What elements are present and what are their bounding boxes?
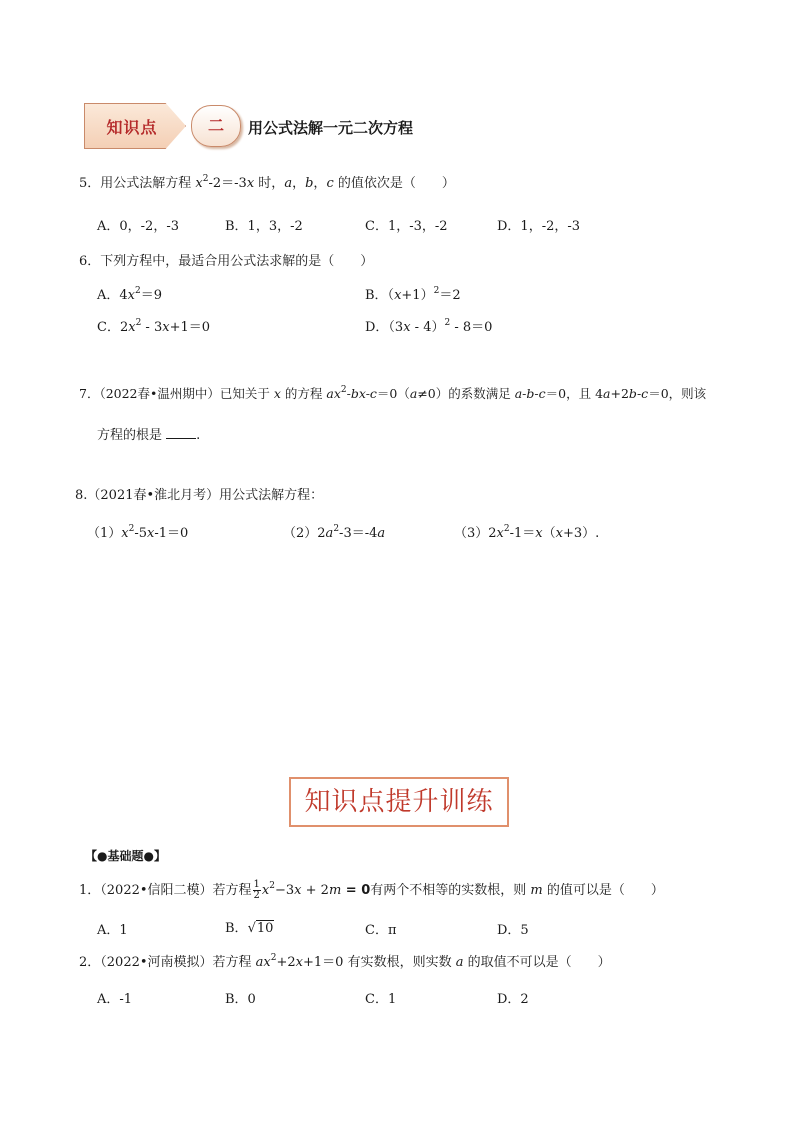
q8-part-2: $(2)2a^2-3=-4a$ [283, 524, 386, 541]
basic-question-2: 2．（2022•河南模拟）若方程 $ax^2+2x+1=0$ 有实数根，则实数 a 的取值不可以是（ ） [79, 953, 611, 970]
q5-option-c[interactable]: C．1，-3，-2 [365, 219, 448, 234]
section-number: 二 [191, 105, 241, 147]
question-6: 6．下列方程中，最适合用公式法求解的是（ ） [79, 254, 374, 269]
b2-option-b[interactable]: B．0 [225, 992, 256, 1007]
q5-option-a[interactable]: A．0，-2，-3 [97, 219, 179, 234]
section-banner: 知识点提升训练 [289, 777, 509, 827]
question-7-line2: 方程的根是 . [97, 428, 201, 443]
question-7: 7．（2022春•温州期中）已知关于 x 的方程 $ax^2-bx-c=0(a\ne 0)$的系数满足 a-b-c＝0，且 4a+2b-c＝0，则该 [79, 385, 707, 401]
b2-option-c[interactable]: C．1 [365, 992, 397, 1007]
basic-level-label: 【●基础题●】 [85, 849, 166, 863]
sqrt-symbol: √10 [247, 921, 274, 936]
section-tag-label: 知识点 [106, 118, 158, 137]
b1-option-b[interactable]: B．√10 [225, 921, 274, 936]
q6-option-b[interactable]: B．$(x+1)^2=2$ [365, 286, 461, 303]
q6-option-d[interactable]: D．（3x - 4）$^2$ - 8＝0 [365, 318, 493, 335]
b2-option-a[interactable]: A．-1 [97, 992, 133, 1007]
q5-option-b[interactable]: B．1，3，-2 [225, 219, 303, 234]
basic-question-1: 1．（2022•信阳二模）若方程 $\frac{1}{2}$ $x^2-3x + 2m = 0$有两个不相等的实数根，则 m 的值可以是（ ） [79, 879, 664, 901]
q6-option-c[interactable]: C．$2x^2 - 3x+1=0$ [97, 318, 211, 335]
q5-option-d[interactable]: D．1，-2，-3 [497, 219, 581, 234]
section-title: 用公式法解一元二次方程 [248, 119, 414, 137]
question-5: 5．用公式法解方程 $x^2-2=-3x$ 时，a，b，c 的值依次是（ ） [79, 174, 455, 191]
answer-blank[interactable] [166, 426, 196, 439]
q6-option-a[interactable]: A．$4x^2=9$ [97, 286, 163, 303]
b2-option-d[interactable]: D．2 [497, 992, 529, 1007]
b1-option-d[interactable]: D．5 [497, 923, 529, 938]
question-8: 8.（2021春•淮北月考）用公式法解方程： [75, 488, 324, 503]
b1-option-a[interactable]: A．1 [97, 923, 128, 938]
fraction: $\frac{1}{2}$ [253, 879, 260, 901]
q8-part-3: $(3)2x^2-1=x(x+3)$. [454, 524, 600, 541]
b1-option-c[interactable]: C．π [365, 923, 397, 938]
q8-part-1: $(1)x^2-5x-1=0$ [87, 524, 189, 541]
